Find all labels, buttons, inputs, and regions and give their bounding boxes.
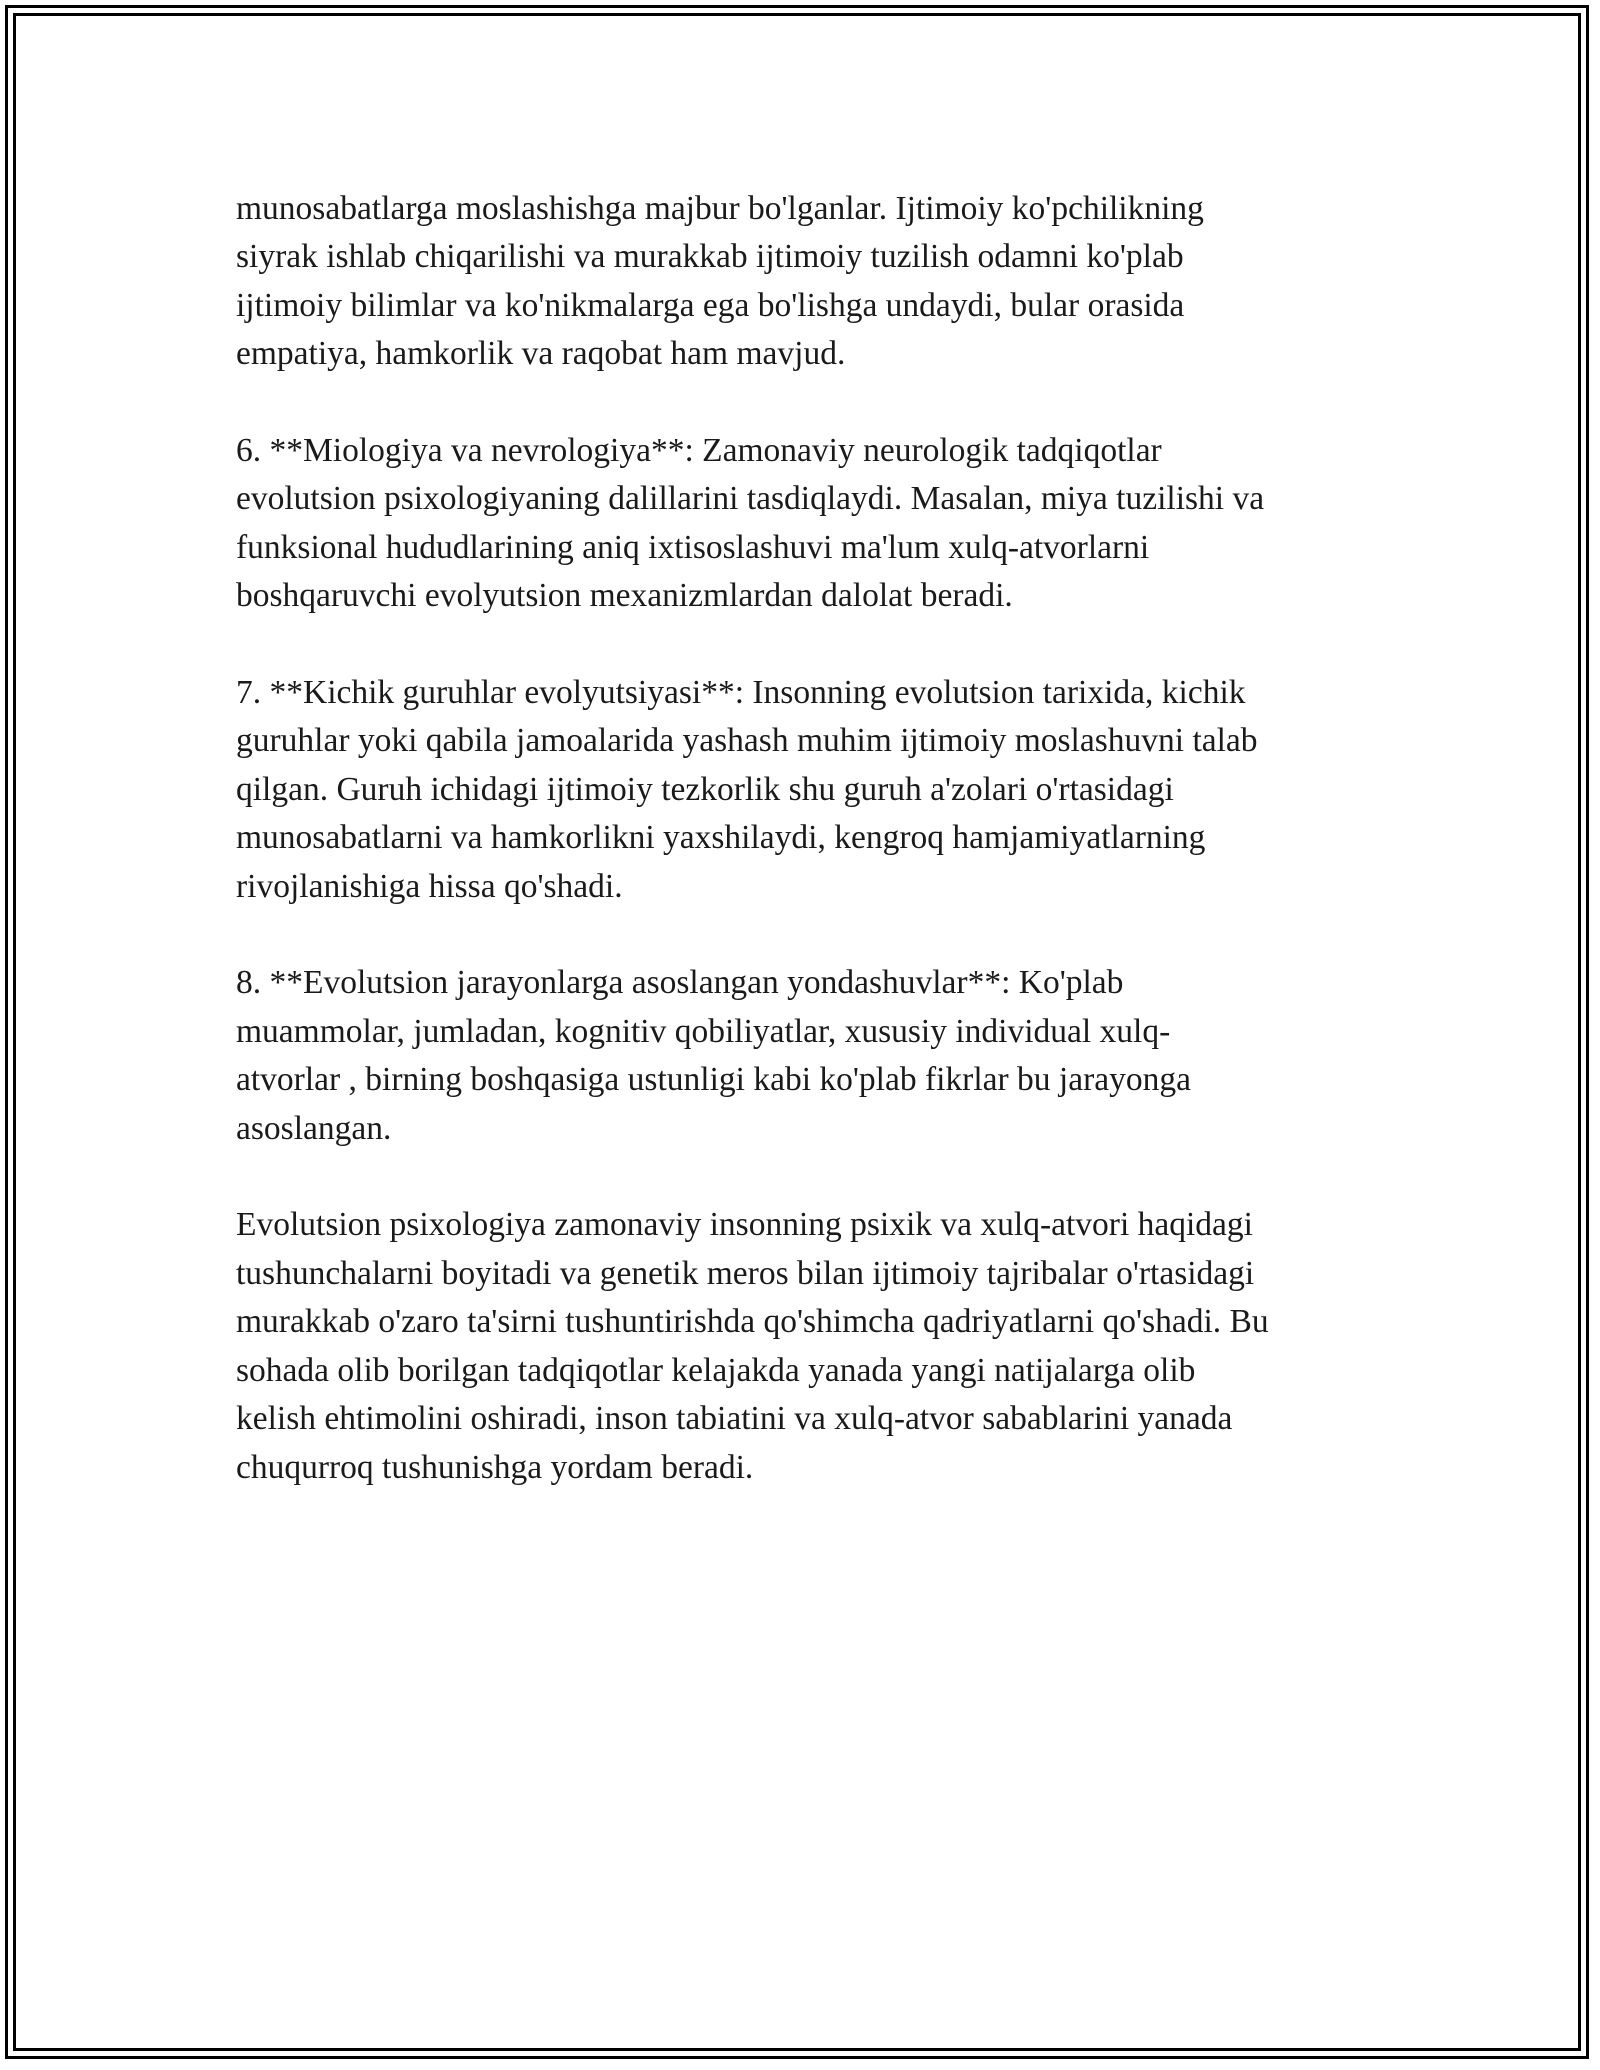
paragraph-conclusion [236,1201,1386,1491]
text-line: munosabatlarni va hamkorlikni yaxshilaydi, kengroq hamjamiyatlarning [236,819,1206,857]
text-line: evolutsion psixologiyaning dalillarini tasdiqlaydi. Masalan, miya tuzilishi va [236,480,1265,518]
text-line: guruhlar yoki qabila jamoalarida yashash muhim ijtimoiy moslashuvni talab [236,722,1258,760]
text-line: 6. **Miologiya va nevrologiya**: Zamonaviy neurologik tadqiqotlar [236,432,1162,470]
text-line: Evolutsion psixologiya zamonaviy insonning psixik va xulq-atvori haqidagi [236,1206,1253,1244]
document-body [236,185,1386,1540]
text-line: munosabatlarga moslashishga majbur bo'lganlar. Ijtimoiy ko'pchilikning [236,190,1204,227]
text-line: 7. **Kichik guruhlar evolyutsiyasi**: Insonning evolutsion tarixida, kichik [236,674,1246,712]
text-line: atvorlar , birning boshqasiga ustunligi kabi ko'plab fikrlar bu jarayonga [236,1061,1191,1099]
text-line: ijtimoiy bilimlar va ko'nikmalarga ega bo'lishga undaydi, bular orasida [236,286,1185,324]
text-line: sohada olib borilgan tadqiqotlar kelajakda yanada yangi natijalarga olib [236,1351,1196,1389]
text-line: qilgan. Guruh ichidagi ijtimoiy tezkorlik shu guruh a'zolari o'rtasidagi [236,770,1174,808]
paragraph-item-8 [236,959,1386,1153]
paragraph-social-adaptation [236,185,1386,379]
text-line: boshqaruvchi evolyutsion mexanizmlardan dalolat beradi. [236,577,1013,615]
text-line: asoslangan. [236,1109,392,1147]
text-line: funksional hududlarining aniq ixtisoslashuvi ma'lum xulq-atvorlarni [236,528,1150,566]
text-line: siyrak ishlab chiqarilishi va murakkab ijtimoiy tuzilish odamni ko'plab [236,238,1184,276]
text-line: muammolar, jumladan, kognitiv qobiliyatlar, xususiy individual xulq- [236,1012,1171,1050]
text-line: kelish ehtimolini oshiradi, inson tabiatini va xulq-atvor sabablarini yanada [236,1400,1233,1438]
text-line: 8. **Evolutsion jarayonlarga asoslangan yondashuvlar**: Ko'plab [236,964,1124,1002]
paragraph-item-6 [236,427,1386,621]
text-line: rivojlanishiga hissa qo'shadi. [236,867,623,905]
text-line: murakkab o'zaro ta'sirni tushuntirishda qo'shimcha qadriyatlarni qo'shadi. Bu [236,1303,1269,1341]
paragraph-item-7 [236,669,1386,911]
text-line: empatiya, hamkorlik va raqobat ham mavjud. [236,335,846,373]
text-line: chuqurroq tushunishga yordam beradi. [236,1448,754,1486]
text-line: tushunchalarni boyitadi va genetik meros bilan ijtimoiy tajribalar o'rtasidagi [236,1254,1255,1292]
